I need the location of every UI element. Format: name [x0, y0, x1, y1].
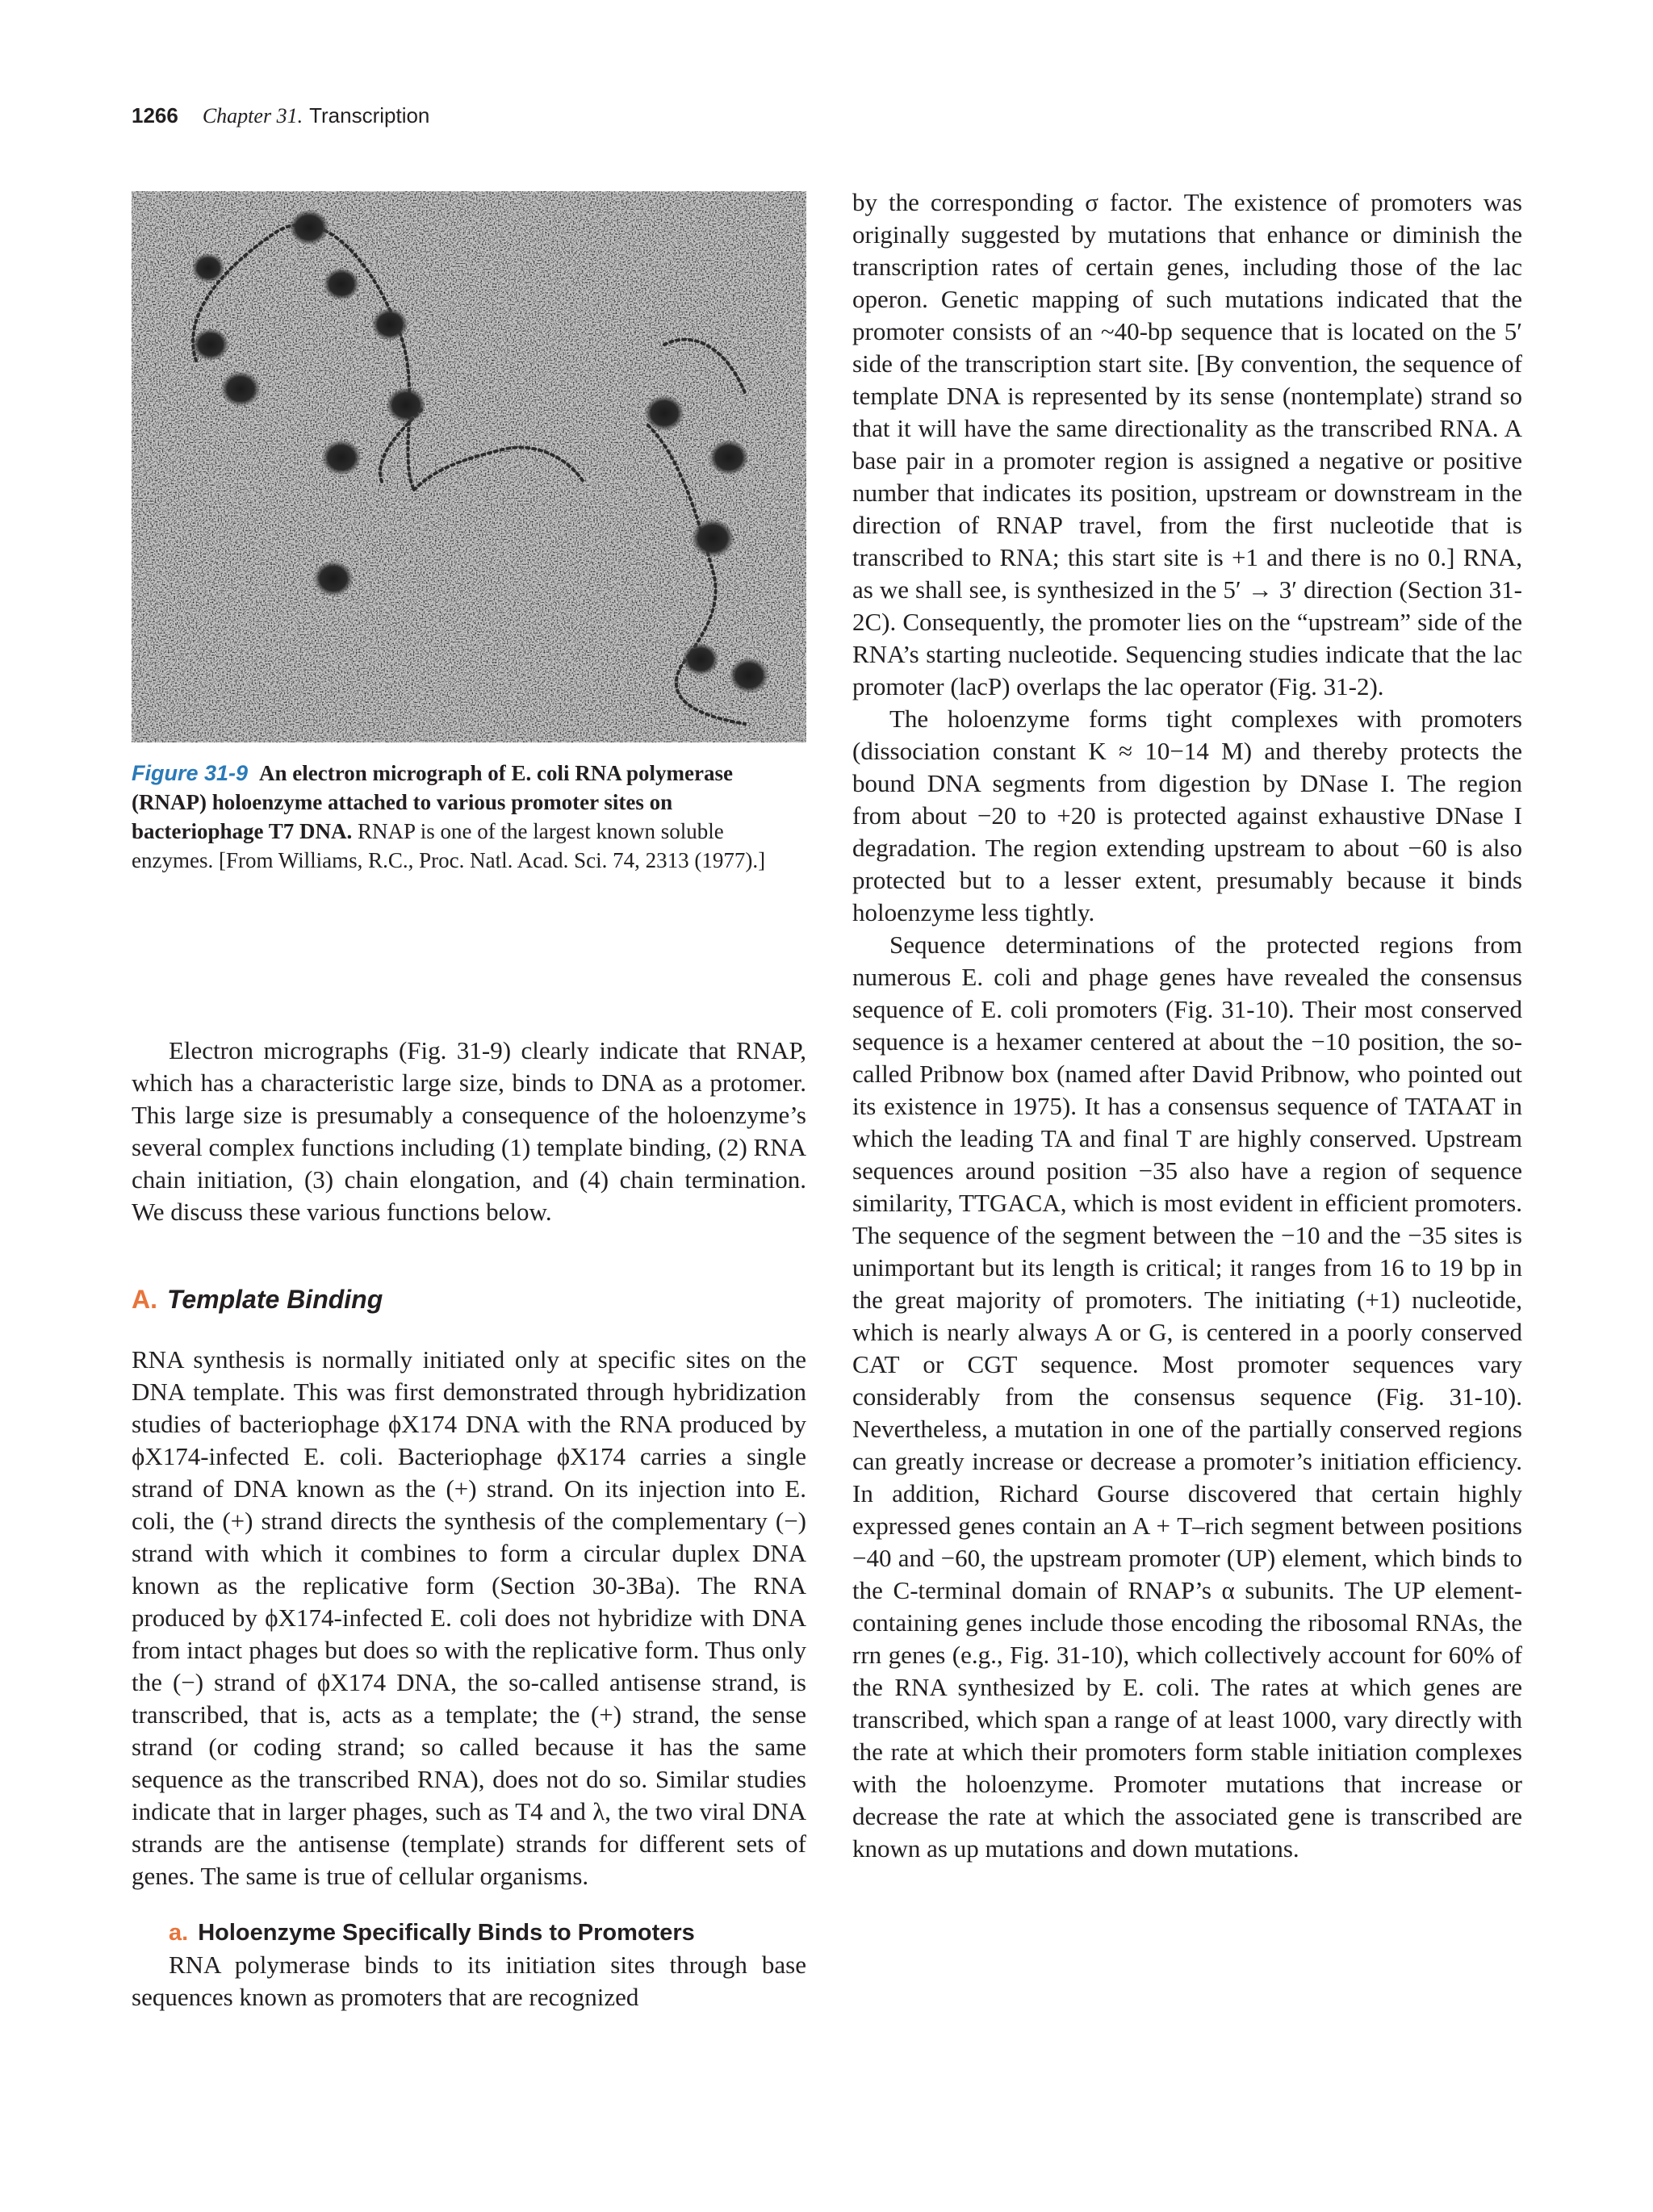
figure-caption	[132, 759, 806, 875]
rnap-particle	[192, 253, 224, 282]
rnap-particle	[730, 658, 768, 692]
figure-label: Figure 31-9	[132, 761, 249, 785]
section-title: Template Binding	[167, 1285, 383, 1314]
chapter-number: Chapter 31.	[202, 104, 303, 128]
left-column-intro	[132, 1035, 806, 1228]
section-heading	[132, 1285, 383, 1315]
rnap-particle	[221, 371, 260, 406]
subsection-heading	[169, 1917, 806, 1949]
rnap-particle	[324, 268, 359, 300]
left-column-body	[132, 1344, 806, 2013]
promoters-paragraph: RNA polymerase binds to its initiation sites through base sequences known as promoters that are recognized	[132, 1951, 806, 2011]
electron-micrograph	[132, 191, 806, 742]
intro-paragraph: Electron micrographs (Fig. 31-9) clearly indicate that RNAP, which has a characteristic large size, binds to DNA as a protomer. This large size is presumably a consequence of the holoenzyme’s several complex functions including (1) template binding, (2) RNA chain initiation, (3) chain elongation, and (4) chain termination. We discuss these various functions below.	[132, 1036, 806, 1226]
running-header	[132, 103, 429, 128]
rnap-particle	[193, 328, 228, 361]
template-binding-paragraph: RNA synthesis is normally initiated only at specific sites on the DNA template. This was first demonstrated through hybridization studies of bacteriophage ϕX174 DNA with the RNA produced by ϕX174-infected E. coli. Bacteriophage ϕX174 carries a single strand of DNA known as the (+) strand. On its injection into E. coli, the (+) strand directs the synthesis of the complementary (−) strand with which it combines to form a circular duplex DNA known as the replicative form (Section 30-3Ba). The RNA produced by ϕX174-infected E. coli does not hybridize with DNA from intact phages but does so with the replicative form. Thus only the (−) strand of ϕX174 DNA, the so-called antisense strand, is transcribed, that is, acts as a template; the (+) strand, the sense strand (or coding strand; so called because it has the same sequence as the transcribed RNA), does not do so. Similar studies indicate that in larger phages, such as T4 and λ, the two viral DNA strands are the antisense (template) strands for different sets of genes. The same is true of cellular organisms.	[132, 1345, 806, 1890]
rnap-particle	[387, 387, 425, 422]
subsection-letter: a.	[169, 1920, 189, 1946]
right-paragraph-3: Sequence determinations of the protected regions from numerous E. coli and phage genes have revealed the consensus sequence of E. coli promoters (Fig. 31-10). Their most conserved sequence is a hexamer centered at about the −10 position, the so-called Pribnow box (named after David Pribnow, who pointed out its existence in 1975). It has a consensus sequence of TATAAT in which the leading TA and final T are highly conserved. Upstream sequences around position −35 also have a region of sequence similarity, TTGACA, which is most evident in efficient promoters. The sequence of the segment between the −10 and the −35 sites is unimportant but its length is critical; it ranges from 16 to 19 bp in the great majority of promoters. The initiating (+1) nucleotide, which is nearly always A or G, is centered in a poorly conserved CAT or CGT sequence. Most promoter sequences vary considerably from the consensus sequence (Fig. 31-10). Nevertheless, a mutation in one of the partially conserved regions can greatly increase or decrease a promoter’s initiation efficiency. In addition, Richard Gourse discovered that certain highly expressed genes contain an A + T–rich segment between positions −40 and −60, the upstream promoter (UP) element, which binds to the C-terminal domain of RNAP’s α subunits. The UP element-containing genes include those encoding the ribosomal RNAs, the rrn genes (e.g., Fig. 31-10), which collectively account for 60% of the RNA synthesized by E. coli. The rates at which genes are transcribed, which span a range of at least 1000, vary directly with the rate at which their promoters form stable initiation complexes with the holoenzyme. Promoter mutations that increase or decrease the rate at which the associated gene is transcribed are known as up mutations and down mutations.	[852, 930, 1522, 1863]
rnap-particle	[709, 440, 748, 475]
chapter-title: Transcription	[309, 103, 430, 128]
rnap-particle	[692, 520, 734, 558]
right-column	[852, 186, 1522, 1865]
page-number: 1266	[132, 103, 178, 128]
rnap-particle	[645, 395, 684, 430]
subsection-title: Holoenzyme Specifically Binds to Promoters	[198, 1920, 695, 1946]
micrograph-image	[132, 191, 806, 742]
rnap-particle	[290, 210, 329, 245]
caption-text: RNAP is one of the largest known soluble enzymes. [From Williams, R.C., Proc. Natl. Acad. Sci. 74, 2313 (1977).]	[132, 819, 766, 872]
section-letter: A.	[132, 1285, 157, 1314]
right-paragraph-1: by the corresponding σ factor. The existence of promoters was originally suggested by mutations that enhance or diminish the transcription rates of certain genes, including those of the lac operon. Genetic mapping of such mutations indicated that the promoter consists of an ~40-bp sequence that is located on the 5′ side of the transcription start site. [By convention, the sequence of template DNA is represented by its sense (nontemplate) strand so that it will have the same directionality as the transcribed RNA. A base pair in a promoter region is assigned a negative or positive number that indicates its position, upstream or downstream in the direction of RNAP travel, from the first nucleotide that is transcribed to RNA; this start site is +1 and there is no 0.] RNA, as we shall see, is synthesized in the 5′ → 3′ direction (Section 31-2C). Consequently, the promoter lies on the “upstream” side of the RNA’s starting nucleotide. Sequencing studies indicate that the lac promoter (lacP) overlaps the lac operator (Fig. 31-2).	[852, 188, 1522, 700]
caption-title: An electron micrograph of E. coli RNA polymerase (RNAP) holoenzyme attached to various promoter sites on bacteriophage T7 DNA.	[132, 761, 733, 843]
right-paragraph-2: The holoenzyme forms tight complexes with promoters (dissociation constant K ≈ 10−14 M) and thereby protects the bound DNA segments from digestion by DNase I. The region from about −20 to +20 is protected against exhaustive DNase I degradation. The region extending upstream to about −60 is also protected but to a lesser extent, presumably because it binds holoenzyme less tightly.	[852, 705, 1522, 926]
rnap-particle	[322, 440, 361, 475]
rnap-particle	[683, 643, 718, 675]
rnap-particle	[372, 308, 408, 341]
rnap-particle	[314, 561, 353, 596]
